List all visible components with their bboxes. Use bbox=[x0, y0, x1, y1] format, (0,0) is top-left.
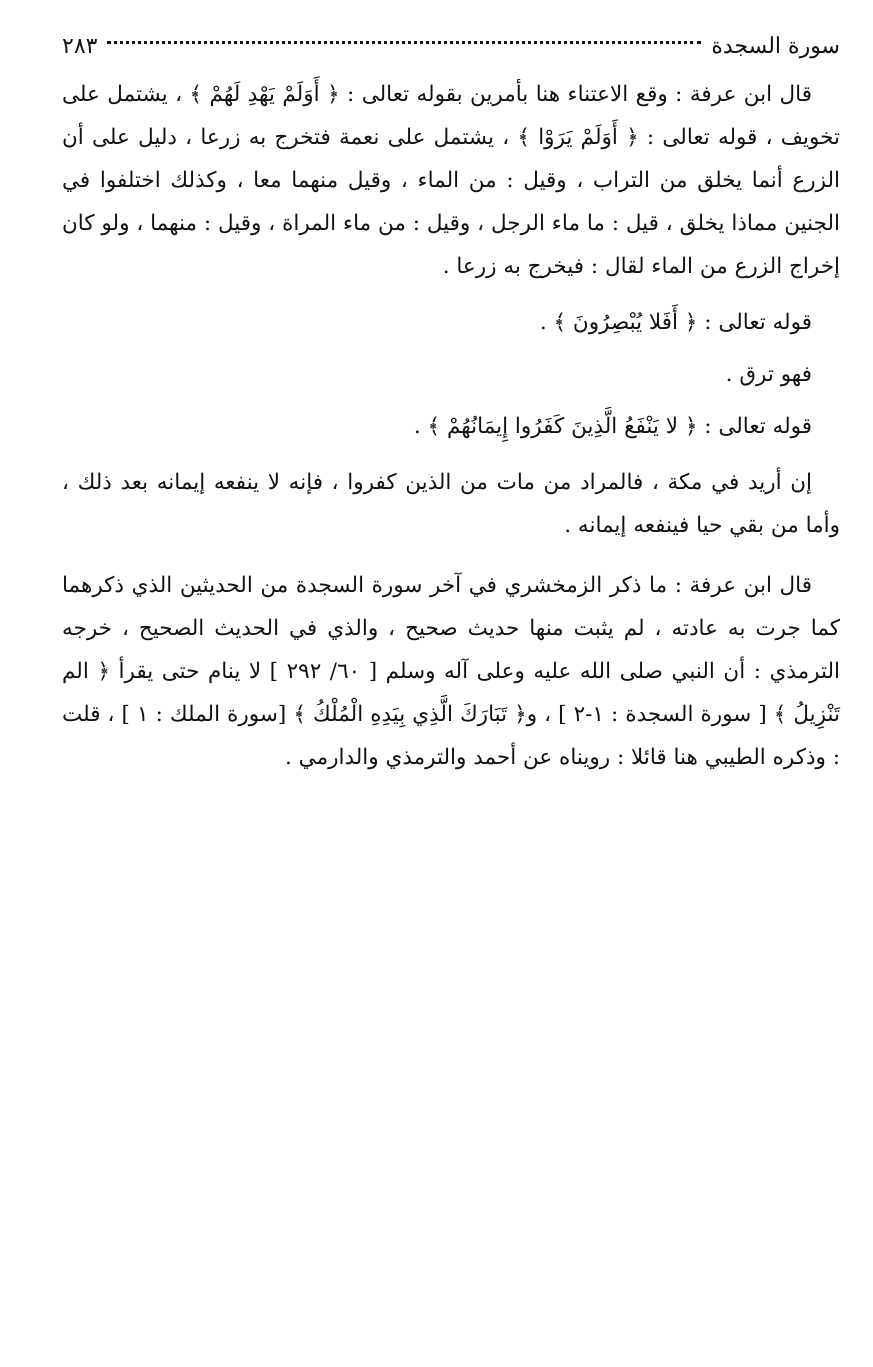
paragraph-ibn-arafa-emphasis: قال ابن عرفة : وقع الاعتناء هنا بأمرين بقوله تعالى : ﴿ أَوَلَمْ يَهْدِ لَهُمْ ﴾ ، يشتمل على تخويف ، قوله تعالى : ﴿ أَوَلَمْ يَرَوْا ﴾ ، يشتمل على نعمة فتخرج به زرعا ، دليل على أن الزرع أنما يخلق من التراب ، وقيل : من الماء ، وقيل منهما معا ، وكذلك اختلفوا في الجنين مماذا يخلق ، قيل : ما ماء الرجل ، وقيل : من ماء المراة ، وقيل : منهما ، ولو كان إخراج الزرع من الماء لقال : فيخرج به زرعا . bbox=[62, 82, 840, 279]
page-number: ٢٨٣ bbox=[62, 34, 98, 59]
header-dot-leader bbox=[107, 41, 701, 44]
paragraph-la-yanfau: قوله تعالى : ﴿ لا يَنْفَعُ الَّذِينَ كَفَرُوا إِيمَانُهُمْ ﴾ . bbox=[413, 414, 812, 439]
surah-title: سورة السجدة bbox=[711, 34, 840, 59]
book-page bbox=[62, 30, 840, 779]
paragraph-fahuwa-taraqqi: فهو ترق . bbox=[725, 362, 812, 387]
paragraph-zamakhshari-hadith: قال ابن عرفة : ما ذكر الزمخشري في آخر سورة السجدة من الحديثين الذي ذكرهما كما جرت به عادته ، لم يثبت منها حديث صحيح ، والذي في الحديث الصحيح ، خرجه الترمذي : أن النبي صلى الله عليه وعلى آله وسلم [ ٦٠/ ٢٩٢ ] لا ينام حتى يقرأ ﴿ الم تَنْزِيلُ ﴾ [ سورة السجدة : ١-٢ ] ، و﴿ تَبَارَكَ الَّذِي بِيَدِهِ الْمُلْكُ ﴾ [سورة الملك : ١ ] ، قلت : وذكره الطيبي هنا قائلا : رويناه عن أحمد والترمذي والدارمي . bbox=[62, 573, 841, 770]
paragraph-afala-yubsirun: قوله تعالى : ﴿ أَفَلا يُبْصِرُونَ ﴾ . bbox=[539, 310, 812, 335]
running-header bbox=[62, 30, 840, 64]
paragraph-in-urida-fi-makkah: إن أريد في مكة ، فالمراد من مات من الذين كفروا ، فإنه لا ينفعه إيمانه بعد ذلك ، وأما من بقي حيا فينفعه إيمانه . bbox=[62, 470, 840, 538]
